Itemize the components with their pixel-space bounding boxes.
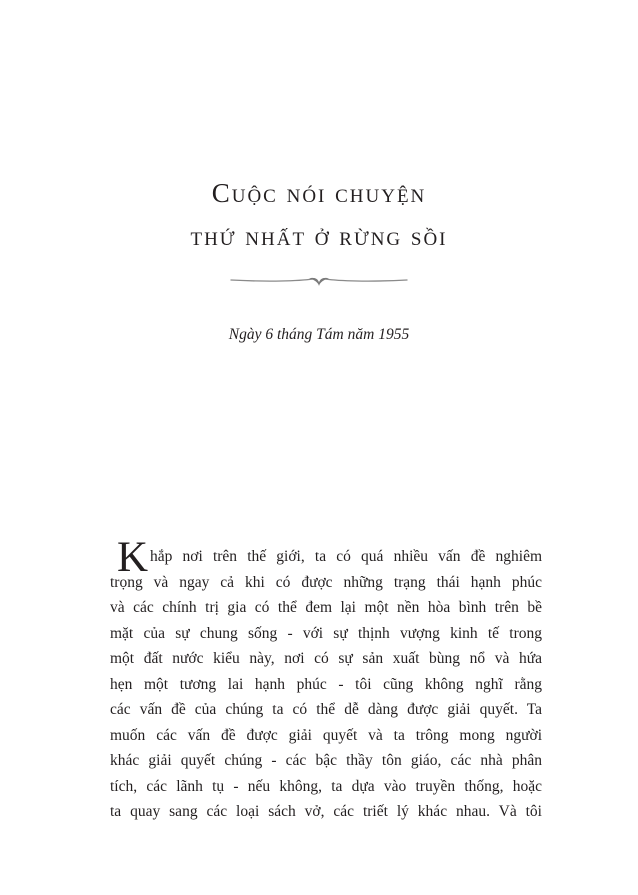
paragraph-line: hẹn một tương lai hạnh phúc - tôi cũng không nghĩ rằng — [110, 675, 542, 693]
paragraph-line: ta quay sang các loại sách vở, các triết lý khác nhau. Và tôi — [110, 803, 542, 820]
body-paragraph — [110, 570, 542, 825]
paragraph-line: các vấn đề của chúng ta có thể dễ dàng được giải quyết. Ta — [110, 701, 542, 718]
paragraph-line: tích, các lãnh tụ - nếu không, ta dựa vào truyền thống, hoặc — [110, 777, 542, 795]
paragraph-line: khác giải quyết chúng - các bậc thầy tôn giáo, các nhà phân — [110, 752, 542, 769]
chapter-title-line-1: Cuộc nói chuyện — [211, 178, 427, 208]
paragraph-line: một đất nước kiểu này, nơi có sự sản xuất bùng nổ và hứa — [110, 650, 542, 667]
chapter-date: Ngày 6 tháng Tám năm 1955 — [228, 326, 410, 343]
drop-cap-letter: K — [117, 534, 149, 581]
swash-divider-icon — [229, 270, 409, 290]
paragraph-line: mặt của sự chung sống - với sự thịnh vượng kinh tế trong — [110, 624, 542, 642]
paragraph-line: trọng và ngay cả khi có được những trạng thái hạnh phúc — [110, 573, 542, 591]
body-first-line — [150, 544, 542, 570]
chapter-title-line-2: thứ nhất ở rừng sồi — [190, 221, 448, 251]
paragraph-line: hắp nơi trên thế giới, ta có quá nhiều vấn đề nghiêm — [150, 548, 542, 565]
paragraph-line: và các chính trị gia có thể đem lại một nền hòa bình trên bề — [110, 599, 542, 616]
paragraph-line: muốn các vấn đề được giải quyết và ta trông mong người — [110, 726, 542, 744]
